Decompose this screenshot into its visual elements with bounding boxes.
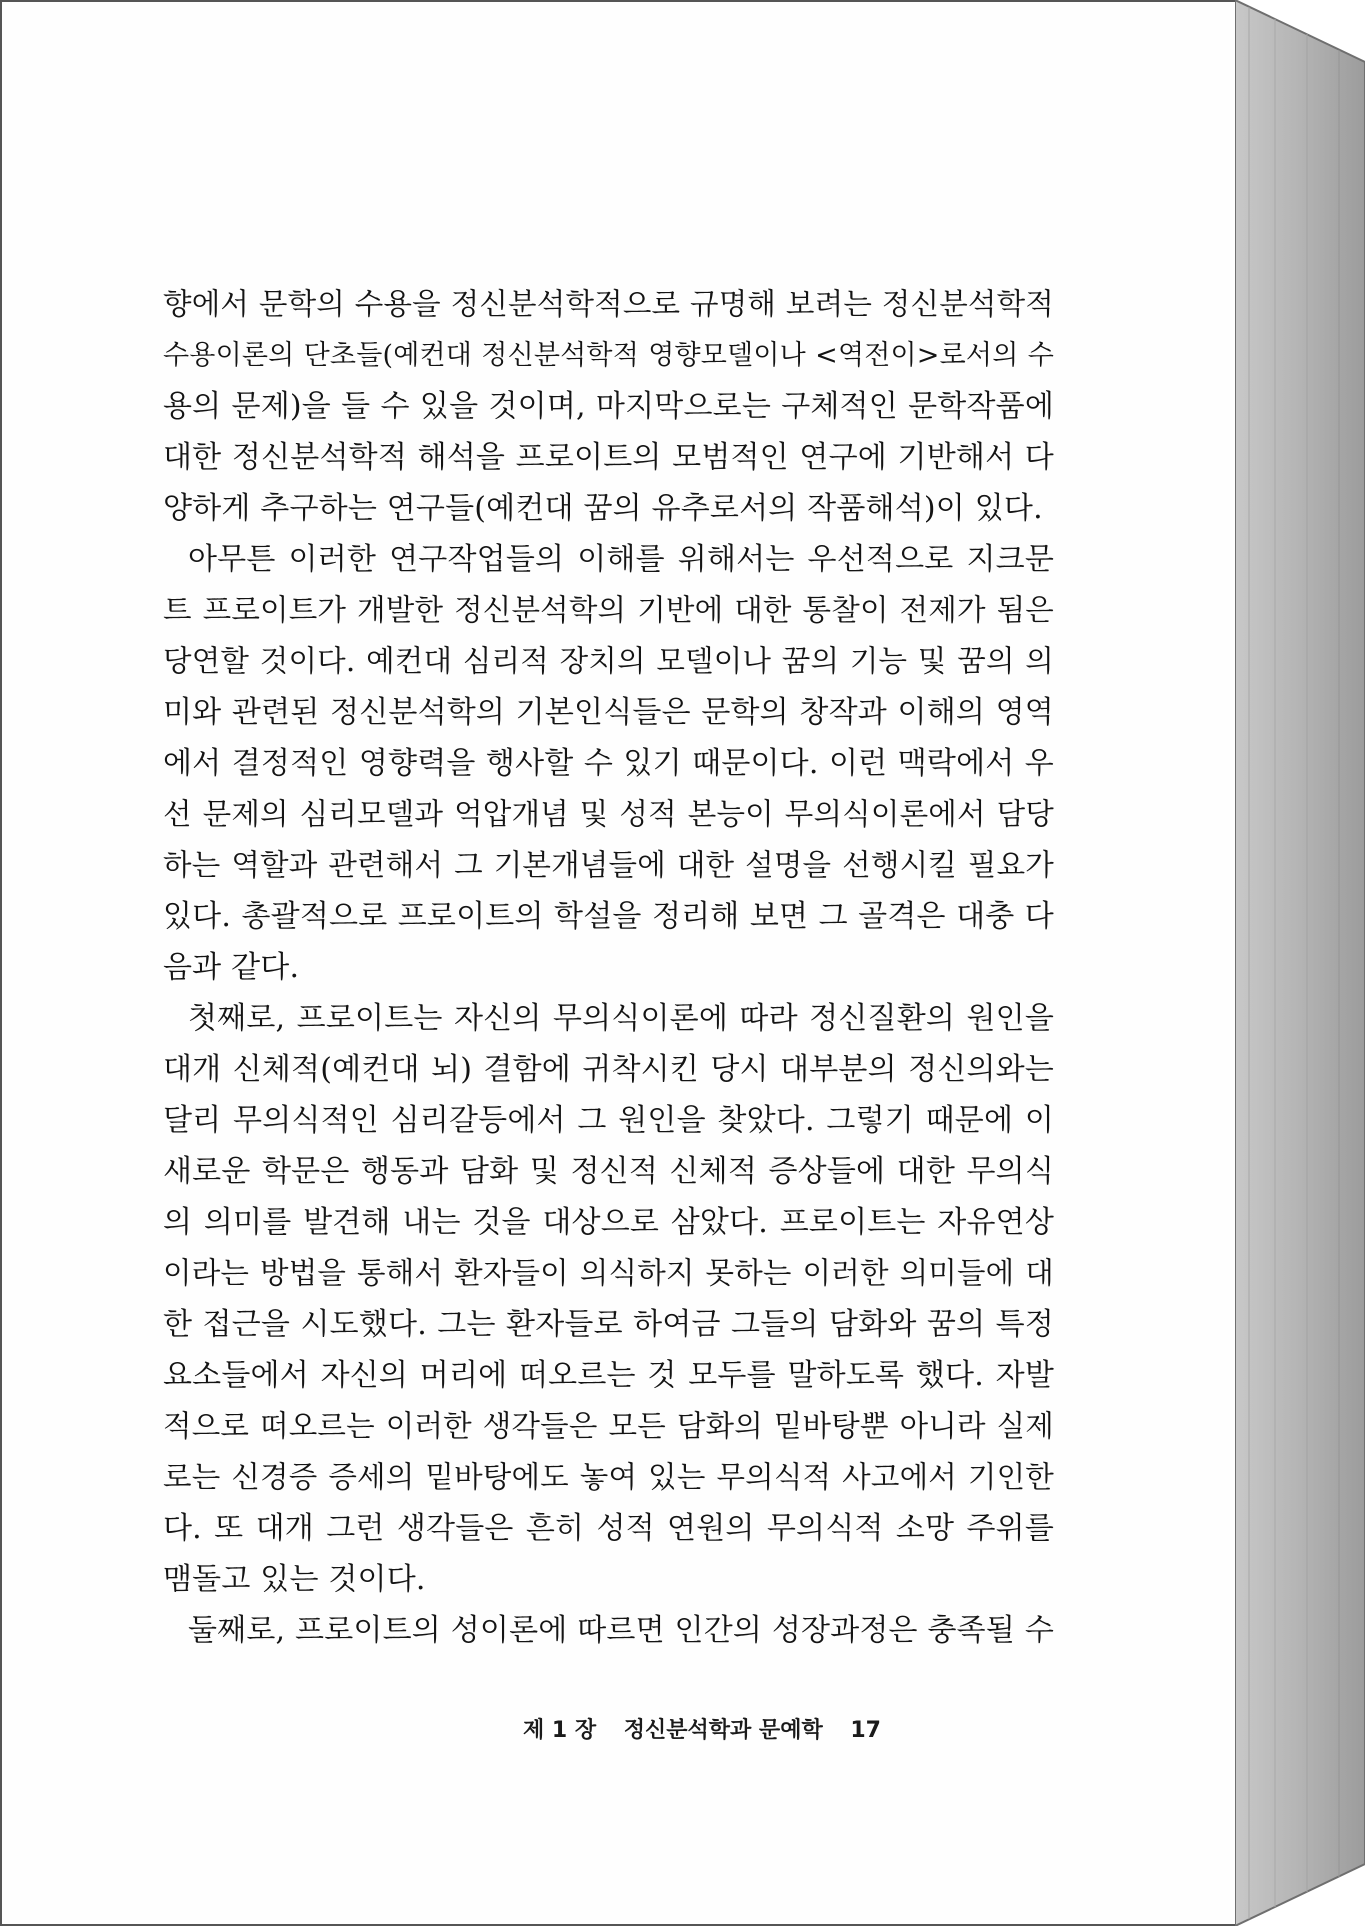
book-edge <box>1235 0 1365 1926</box>
paragraph <box>163 279 1054 534</box>
text-line: 로는 신경증 증세의 밑바탕에도 놓여 있는 무의식적 사고에서 기인한 <box>163 1460 1054 1494</box>
text-line: 이라는 방법을 통해서 환자들이 의식하지 못하는 이러한 의미들에 대 <box>163 1256 1054 1290</box>
text-line: 대개 신체적(예컨대 뇌) 결함에 귀착시킨 당시 대부분의 정신의와는 <box>163 1052 1054 1087</box>
text-line: 있다. 총괄적으로 프로이트의 학설을 정리해 보면 그 골격은 대충 다 <box>163 899 1054 934</box>
paragraph <box>163 1605 1054 1656</box>
text-line: 의 의미를 발견해 내는 것을 대상으로 삼았다. 프로이트는 자유연상 <box>163 1205 1054 1240</box>
paragraph <box>163 993 1054 1605</box>
text-line: 하는 역할과 관련해서 그 기본개념들에 대한 설명을 선행시킬 필요가 <box>163 848 1054 882</box>
text-line: 음과 같다. <box>163 950 300 985</box>
text-line: 첫째로, 프로이트는 자신의 무의식이론에 따라 정신질환의 원인을 <box>188 1001 1054 1036</box>
text-line: 적으로 떠오르는 이러한 생각들은 모든 담화의 밑바탕뿐 아니라 실제 <box>163 1409 1054 1443</box>
text-line: 달리 무의식적인 심리갈등에서 그 원인을 찾았다. 그렇기 때문에 이 <box>163 1103 1054 1138</box>
text-line: 맴돌고 있는 것이다. <box>163 1562 426 1597</box>
text-line: 아무튼 이러한 연구작업들의 이해를 위해서는 우선적으로 지크문 <box>188 542 1054 577</box>
text-line: 미와 관련된 정신분석학의 기본인식들은 문학의 창작과 이해의 영역 <box>163 695 1054 730</box>
chapter-title: 정신분석학과 문예학 <box>623 1718 823 1743</box>
page-footer <box>523 1714 881 1748</box>
text-line: 당연할 것이다. 예컨대 심리적 장치의 모델이나 꿈의 기능 및 꿈의 의 <box>163 644 1054 678</box>
text-line: 다. 또 대개 그런 생각들은 흔히 성적 연원의 무의식적 소망 주위를 <box>163 1511 1054 1546</box>
chapter-label: 제 1 장 <box>522 1718 597 1743</box>
text-line: 요소들에서 자신의 머리에 떠오르는 것 모두를 말하도록 했다. 자발 <box>163 1358 1054 1393</box>
page-number: 17 <box>850 1718 881 1743</box>
text-line: 향에서 문학의 수용을 정신분석학적으로 규명해 보려는 정신분석학적 <box>163 287 1054 321</box>
text-line: 대한 정신분석학적 해석을 프로이트의 모범적인 연구에 기반해서 다 <box>163 440 1054 475</box>
text-line: 에서 결정적인 영향력을 행사할 수 있기 때문이다. 이런 맥락에서 우 <box>163 746 1054 781</box>
body-text <box>163 279 1054 1656</box>
text-line: 수용이론의 단초들(예컨대 정신분석학적 영향모델이나 <역전이>로서의 수 <box>163 340 1054 371</box>
text-line: 양하게 추구하는 연구들(예컨대 꿈의 유추로서의 작품해석)이 있다. <box>163 491 1043 526</box>
paragraph <box>163 534 1054 993</box>
text-line: 트 프로이트가 개발한 정신분석학의 기반에 대한 통찰이 전제가 됨은 <box>163 593 1054 627</box>
text-line: 선 문제의 심리모델과 억압개념 및 성적 본능이 무의식이론에서 담당 <box>163 797 1054 831</box>
text-line: 둘째로, 프로이트의 성이론에 따르면 인간의 성장과정은 충족될 수 <box>188 1613 1054 1648</box>
text-line: 새로운 학문은 행동과 담화 및 정신적 신체적 증상들에 대한 무의식 <box>163 1154 1054 1189</box>
text-line: 용의 문제)을 들 수 있을 것이며, 마지막으로는 구체적인 문학작품에 <box>163 389 1054 424</box>
page-stack-face <box>1235 0 1365 1926</box>
text-line: 한 접근을 시도했다. 그는 환자들로 하여금 그들의 담화와 꿈의 특정 <box>163 1307 1054 1342</box>
